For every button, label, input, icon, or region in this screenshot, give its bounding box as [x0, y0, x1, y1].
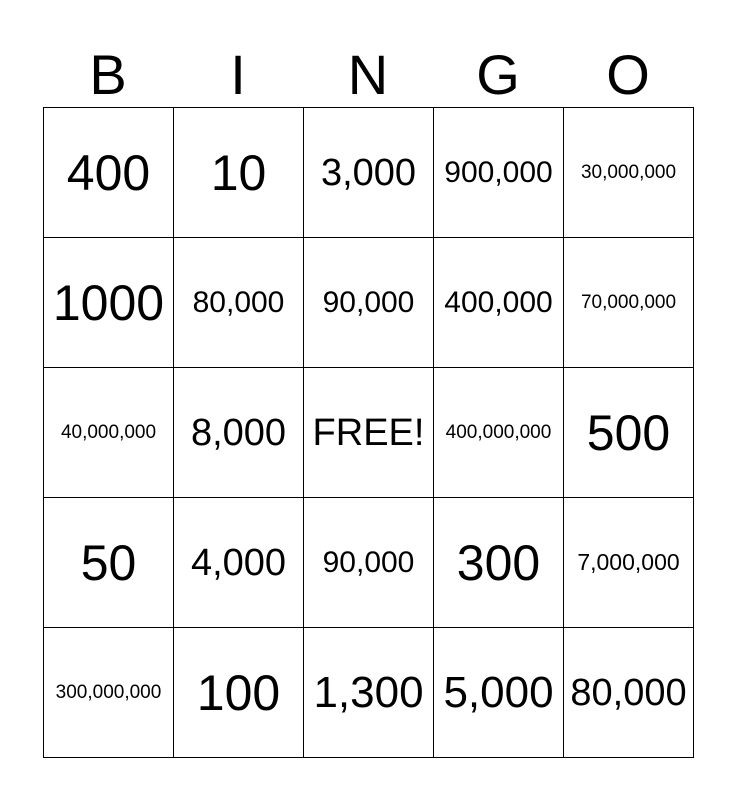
header-letter-o: O [606, 43, 650, 106]
bingo-cell[interactable]: 90,000 [304, 498, 434, 628]
bingo-cell[interactable]: 400,000,000 [434, 368, 564, 498]
bingo-cell[interactable]: 500 [564, 368, 694, 498]
bingo-cell[interactable]: 400 [44, 108, 174, 238]
bingo-header [43, 42, 693, 108]
bingo-cell[interactable]: 50 [44, 498, 174, 628]
bingo-cell[interactable]: 30,000,000 [564, 108, 694, 238]
bingo-cell[interactable]: 7,000,000 [564, 498, 694, 628]
header-letter-i: I [230, 43, 246, 106]
bingo-cell[interactable]: 900,000 [434, 108, 564, 238]
bingo-cell[interactable]: 300 [434, 498, 564, 628]
bingo-cell[interactable]: 4,000 [174, 498, 304, 628]
bingo-cell[interactable]: 90,000 [304, 238, 434, 368]
header-letter-b: B [89, 43, 127, 106]
bingo-cell[interactable]: 300,000,000 [44, 628, 174, 758]
header-letter-n: N [347, 43, 389, 106]
bingo-cell[interactable]: 1000 [44, 238, 174, 368]
bingo-cell[interactable]: 1,300 [304, 628, 434, 758]
bingo-cell[interactable]: 40,000,000 [44, 368, 174, 498]
bingo-cell[interactable]: 400,000 [434, 238, 564, 368]
bingo-cell[interactable]: 80,000 [174, 238, 304, 368]
bingo-cell[interactable]: 70,000,000 [564, 238, 694, 368]
bingo-board [43, 107, 694, 758]
bingo-cell[interactable]: 80,000 [564, 628, 694, 758]
bingo-cell[interactable]: 10 [174, 108, 304, 238]
bingo-cell[interactable]: 8,000 [174, 368, 304, 498]
bingo-cell[interactable]: 3,000 [304, 108, 434, 238]
free-space-cell[interactable]: FREE! [304, 368, 434, 498]
bingo-cell[interactable]: 100 [174, 628, 304, 758]
header-letter-g: G [476, 43, 520, 106]
bingo-cell[interactable]: 5,000 [434, 628, 564, 758]
